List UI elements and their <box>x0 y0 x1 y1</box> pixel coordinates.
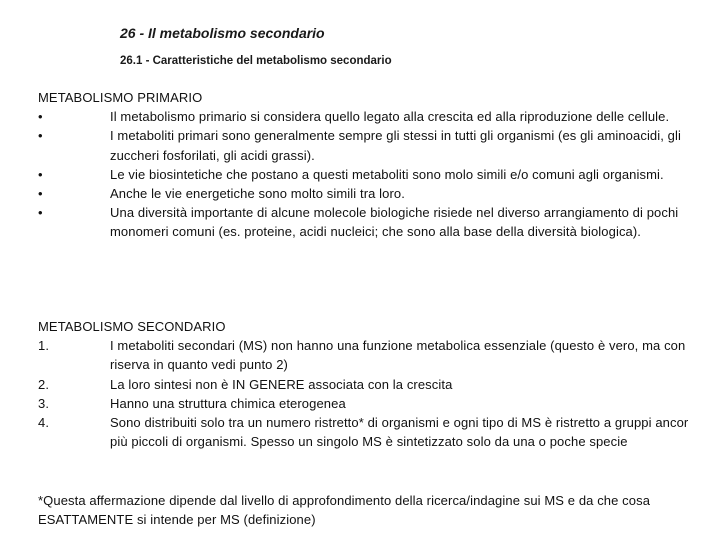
list-item-text: Anche le vie energetiche sono molto simili tra loro. <box>110 186 405 202</box>
list-item <box>38 413 698 451</box>
list-item-text: Una diversità importante di alcune molecole biologiche risiede nel diverso arrangiamento di pochi monomeri comuni (es. proteine, acidi nucleici; che sono alla base della diversità biologica). <box>110 205 679 240</box>
chapter-title: 26 - Il metabolismo secondario <box>120 25 325 41</box>
footnote: *Questa affermazione dipende dal livello di approfondimento della ricerca/indagine sui MS e da che cosa ESATTAMENTE si intende per MS (definizione) <box>38 493 651 528</box>
list-item <box>38 394 698 413</box>
bullet-marker: • <box>38 166 43 182</box>
primary-metabolism-section <box>38 88 698 242</box>
bullet-marker: • <box>38 186 43 202</box>
number-marker: 2. <box>38 376 50 392</box>
list-item-text: La loro sintesi non è IN GENERE associata con la crescita <box>110 376 453 392</box>
list-item <box>38 184 698 203</box>
secondary-metabolism-title: METABOLISMO SECONDARIO <box>38 319 226 334</box>
list-item-text: Sono distribuiti solo tra un numero ristretto* di organismi e ogni tipo di MS è ristretto a gruppi ancor più piccoli di organismi. Spesso un singolo MS è sintetizzato solo da una o poche specie <box>110 415 689 450</box>
number-marker: 4. <box>38 415 50 431</box>
list-item <box>38 203 698 241</box>
bullet-marker: • <box>38 109 43 125</box>
list-item-text: Il metabolismo primario si considera quello legato alla crescita ed alla riproduzione delle cellule. <box>110 109 670 125</box>
number-marker: 3. <box>38 395 50 411</box>
list-item-text: I metaboliti primari sono generalmente sempre gli stessi in tutti gli organismi (es gli aminoacidi, gli zuccheri fosforilati, gli acidi grassi). <box>110 128 681 163</box>
bullet-marker: • <box>38 205 43 221</box>
list-item <box>38 336 698 374</box>
number-marker: 1. <box>38 338 50 354</box>
list-item-text: I metaboliti secondari (MS) non hanno una funzione metabolica essenziale (questo è vero, ma con riserva in quanto vedi punto 2) <box>110 338 686 373</box>
list-item <box>38 107 698 126</box>
list-item <box>38 165 698 184</box>
list-item <box>38 126 698 164</box>
bullet-marker: • <box>38 128 43 144</box>
primary-metabolism-title: METABOLISMO PRIMARIO <box>38 90 203 105</box>
section-title: 26.1 - Caratteristiche del metabolismo secondario <box>120 55 392 67</box>
list-item-text: Hanno una struttura chimica eterogenea <box>110 395 346 411</box>
list-item-text: Le vie biosintetiche che postano a questi metaboliti sono molo simili e/o comuni agli organismi. <box>110 166 664 182</box>
list-item <box>38 375 698 394</box>
secondary-metabolism-section <box>38 317 698 451</box>
